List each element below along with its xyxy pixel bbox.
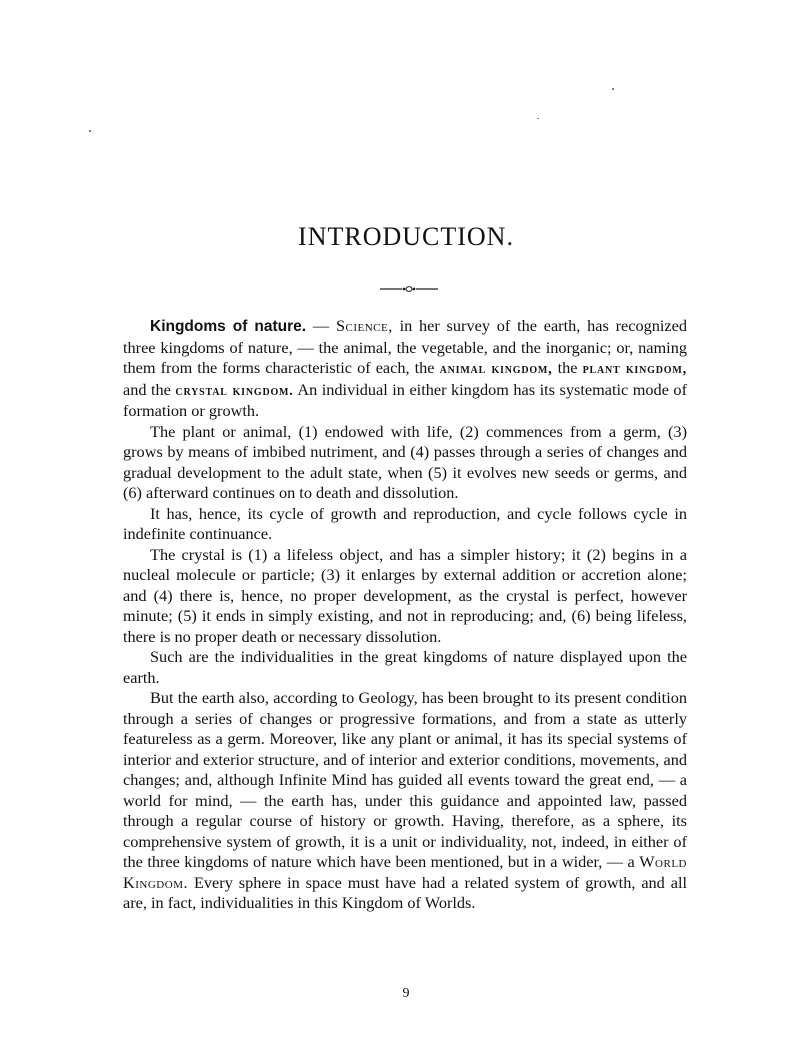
paragraph-crystal: The crystal is (1) a lifeless object, and has a simpler history; it (2) begins in a nucleal molecule or particle; (3) it enlarges by external addition or accretion alone; and (4) there is, hence, no proper development, as the crystal is perfect, however minute; (5) it ends in simply existing, and not in reproducing; and, (6) being lifeless, there is no proper death or necessary dissolution. <box>123 544 687 646</box>
paragraph-plant-or-animal: The plant or animal, (1) endowed with life, (2) commences from a germ, (3) grows by means of imbibed nutriment, and (4) passes through a series of changes and gradual development to the adult state, when (5) it evolves new seeds or germs, and (6) afterward continues on to death and dissolution. <box>123 421 687 502</box>
text-run: Every sphere in space must have had a related system of growth, and all are, in fact, individualities in this Kingdom of Worlds. <box>123 872 687 912</box>
paragraph-earth-growth <box>123 688 687 914</box>
text-run: — <box>306 316 336 335</box>
paragraph-kingdoms-of-nature <box>123 316 687 422</box>
scan-speck <box>612 88 614 90</box>
scan-speck <box>537 118 539 119</box>
text-run: the <box>552 358 583 377</box>
term-animal-kingdom: animal kingdom, <box>439 361 553 377</box>
term-crystal-kingdom: crystal kingdom. <box>175 382 294 399</box>
paragraph-cycle-of-growth: It has, hence, its cycle of growth and reproduction, and cycle follows cycle in indefinite continuance. <box>123 503 687 543</box>
text-run: An individual in either kingdom has its systematic mode of formation or growth. <box>123 379 687 420</box>
term-science: Science, <box>335 316 393 335</box>
text-run: and the <box>123 379 176 399</box>
body-text <box>123 316 687 914</box>
page-title: INTRODUCTION. <box>298 222 514 251</box>
ornament-divider <box>380 284 438 294</box>
scan-speck <box>89 130 91 132</box>
term-plant-kingdom: plant kingdom, <box>582 361 687 377</box>
paragraph-individualities: Such are the individualities in the great kingdoms of nature displayed upon the earth. <box>123 647 687 687</box>
text-run: in her survey of the earth, has recognized three kingdoms of nature, — the animal, the vegetable, and the inorganic; or, naming them from the forms characteristic of each, the <box>123 316 688 377</box>
term-world-kingdom: World Kingdom. <box>123 852 687 892</box>
text-run: But the earth also, according to Geology, has been brought to its present condition through a series of changes or progressive formations, and from a state as utterly featureless as a germ. Moreover, like any plant or animal, it has its special systems of interior and exterior structure, and of interior and exterior conditions, movements, and changes; and, although Infinite Mind has guided all events toward the great end, — a world for mind, — the earth has, under this guidance and appointed law, passed through a regular course of history or growth. Having, therefore, as a sphere, its comprehensive system of growth, it is a unit or individuality, not, indeed, in either of the three kingdoms of nature which have been mentioned, but in a wider, — a <box>123 688 687 871</box>
section-lead: Kingdoms of nature. <box>150 318 307 335</box>
page-number: 9 <box>402 986 410 1001</box>
